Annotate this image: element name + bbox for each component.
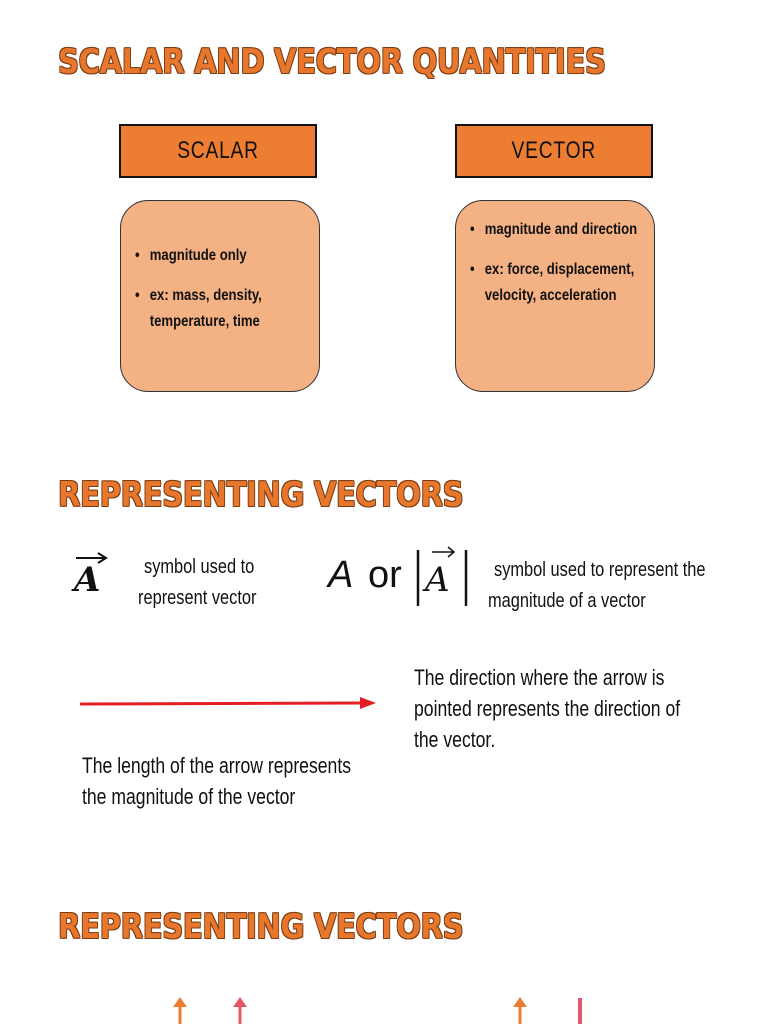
- length-text-line2: the magnitude of the vector: [82, 784, 296, 809]
- pink-up-arrow-1: [228, 996, 252, 1024]
- vector-symbol-desc-line1: symbol used to: [144, 556, 255, 578]
- length-text-line1: The length of the arrow represents: [82, 753, 352, 778]
- direction-text-line1: The direction where the arrow is: [414, 665, 665, 690]
- orange-up-arrow-2: [508, 996, 532, 1024]
- vector-ex-label: ex:: [484, 261, 504, 278]
- section-title-scalar-vector: SCALAR AND VECTOR QUANTITIES: [58, 42, 606, 82]
- vector-header: [455, 124, 653, 178]
- section-title-representing-vectors: REPRESENTING VECTORS: [58, 475, 464, 515]
- orange-up-arrow-1: [168, 996, 192, 1024]
- red-vector-arrow: [78, 692, 378, 716]
- section-title-representing-vectors-2: REPRESENTING VECTORS: [58, 907, 464, 947]
- scalar-bullet-magnitude: • magnitude only: [135, 243, 314, 269]
- direction-text-line2: pointed represents the direction of: [414, 696, 681, 721]
- vector-header-label: VECTOR: [511, 137, 597, 164]
- vector-list: [470, 217, 646, 323]
- direction-text-line3: the vector.: [414, 727, 496, 752]
- vector-bullet-examples: [470, 257, 649, 309]
- vector-bullet-magnitude: • magnitude and direction: [470, 217, 649, 243]
- pink-vertical-line: [568, 998, 592, 1024]
- magnitude-symbol-A: A: [328, 554, 354, 596]
- scalar-header-label: SCALAR: [177, 137, 259, 164]
- magnitude-desc-line2: magnitude of a vector: [488, 590, 646, 612]
- magnitude-symbol-inner: A: [425, 560, 450, 600]
- scalar-list: [135, 243, 311, 349]
- vector-symbol: A: [74, 560, 101, 600]
- magnitude-desc-line1: symbol used to represent the: [494, 559, 706, 581]
- scalar-bullet-examples: [135, 283, 314, 335]
- scalar-header: [119, 124, 317, 178]
- scalar-box: [120, 200, 320, 392]
- vector-ex-text: force, displacement, velocity, acceleration: [484, 261, 635, 304]
- scalar-ex-label: ex:: [149, 287, 169, 304]
- magnitude-symbol-or: or: [368, 554, 402, 596]
- vector-box: [455, 200, 655, 392]
- scalar-ex-text: mass, density, temperature, time: [149, 287, 262, 330]
- vector-symbol-desc-line2: represent vector: [138, 587, 257, 609]
